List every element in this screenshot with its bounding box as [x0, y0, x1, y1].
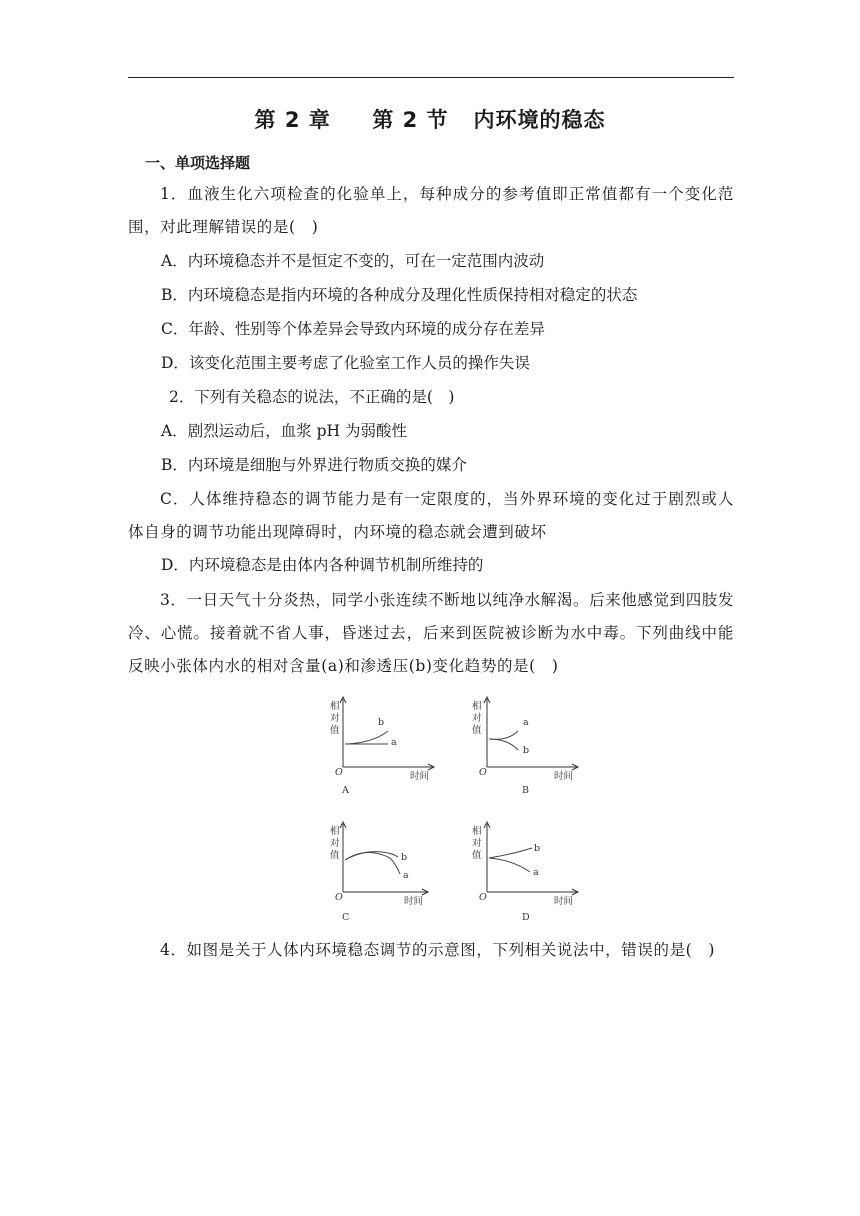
- y-label-char-3: 值: [472, 725, 482, 736]
- x-axis-label: 时间: [554, 896, 574, 907]
- x-axis-label: 时间: [410, 771, 430, 782]
- origin-label: O: [335, 892, 343, 903]
- page-title: [0, 104, 860, 134]
- question-1-option-d: D．该变化范围主要考虑了化验室工作人员的操作失误: [161, 354, 530, 372]
- topic-label: 内环境的稳态: [473, 108, 606, 132]
- question-2-option-b: B．内环境是细胞与外界进行物质交换的媒介: [161, 456, 467, 474]
- figure-panel-c: [318, 820, 438, 930]
- question-1-stem: 1．血液生化六项检查的化验单上，每种成分的参考值即正常值都有一个变化范围，对此理解错误的是( ): [128, 185, 734, 236]
- x-axis-label: 时间: [554, 771, 574, 782]
- question-4-stem: 4．如图是关于人体内环境稳态调节的示意图，下列相关说法中，错误的是( ): [160, 941, 716, 959]
- trend-figure: [318, 695, 578, 925]
- section-label: 第 2 节: [372, 108, 449, 132]
- x-axis-label: 时间: [404, 896, 424, 907]
- y-label-char-2: 对: [330, 713, 340, 724]
- series-label-b: b: [378, 717, 385, 728]
- chapter-label: 第 2 章: [254, 108, 331, 132]
- y-label-char-2: 对: [330, 838, 340, 849]
- series-label-a: a: [391, 737, 397, 748]
- panel-label: D: [522, 912, 530, 923]
- question-1-option-a: A．内环境稳态并不是恒定不变的，可在一定范围内波动: [161, 252, 545, 270]
- series-label-a: a: [523, 717, 529, 728]
- y-label-char-3: 值: [330, 725, 340, 736]
- origin-label: O: [479, 767, 487, 778]
- question-2-option-d: D．内环境稳态是由体内各种调节机制所维持的: [161, 556, 484, 574]
- y-label-char-1: 相: [472, 701, 482, 712]
- question-1-option-b: B．内环境稳态是指内环境的各种成分及理化性质保持相对稳定的状态: [161, 286, 638, 304]
- question-3-stem: 3．一日天气十分炎热，同学小张连续不断地以纯净水解渴。后来他感觉到四肢发冷、心慌。接着就不省人事，昏迷过去，后来到医院被诊断为水中毒。下列曲线中能反映小张体内水的相对含量(a)和渗透压(b)变化趋势的是( ): [128, 591, 734, 675]
- header-rule: [128, 77, 734, 78]
- panel-label: C: [342, 912, 350, 923]
- series-label-a: a: [403, 870, 409, 881]
- y-label-char-3: 值: [472, 850, 482, 861]
- figure-panel-d: [468, 820, 588, 930]
- y-label-char-1: 相: [472, 826, 482, 837]
- y-label-char-2: 对: [472, 838, 482, 849]
- series-label-a: a: [533, 867, 539, 878]
- figure-panel-a: [318, 695, 438, 805]
- figure-panel-b: [468, 695, 588, 805]
- series-label-b: b: [534, 843, 541, 854]
- question-2-option-a: A．剧烈运动后，血浆 pH 为弱酸性: [161, 422, 407, 440]
- y-label-char-1: 相: [330, 701, 340, 712]
- panel-label: B: [522, 785, 529, 796]
- series-label-b: b: [523, 745, 530, 756]
- origin-label: O: [335, 767, 343, 778]
- question-1-option-c: C．年龄、性别等个体差异会导致内环境的成分存在差异: [161, 320, 545, 338]
- y-label-char-1: 相: [330, 826, 340, 837]
- y-label-char-2: 对: [472, 713, 482, 724]
- question-2-option-c: C．人体维持稳态的调节能力是有一定限度的，当外界环境的变化过于剧烈或人体自身的调节功能出现障碍时，内环境的稳态就会遭到破坏: [128, 490, 734, 541]
- question-2-stem: 2．下列有关稳态的说法，不正确的是( ): [169, 388, 455, 406]
- y-label-char-3: 值: [330, 850, 340, 861]
- section-heading: 一、单项选择题: [145, 154, 251, 172]
- panel-label: A: [342, 785, 349, 796]
- series-label-b: b: [401, 852, 408, 863]
- origin-label: O: [479, 892, 487, 903]
